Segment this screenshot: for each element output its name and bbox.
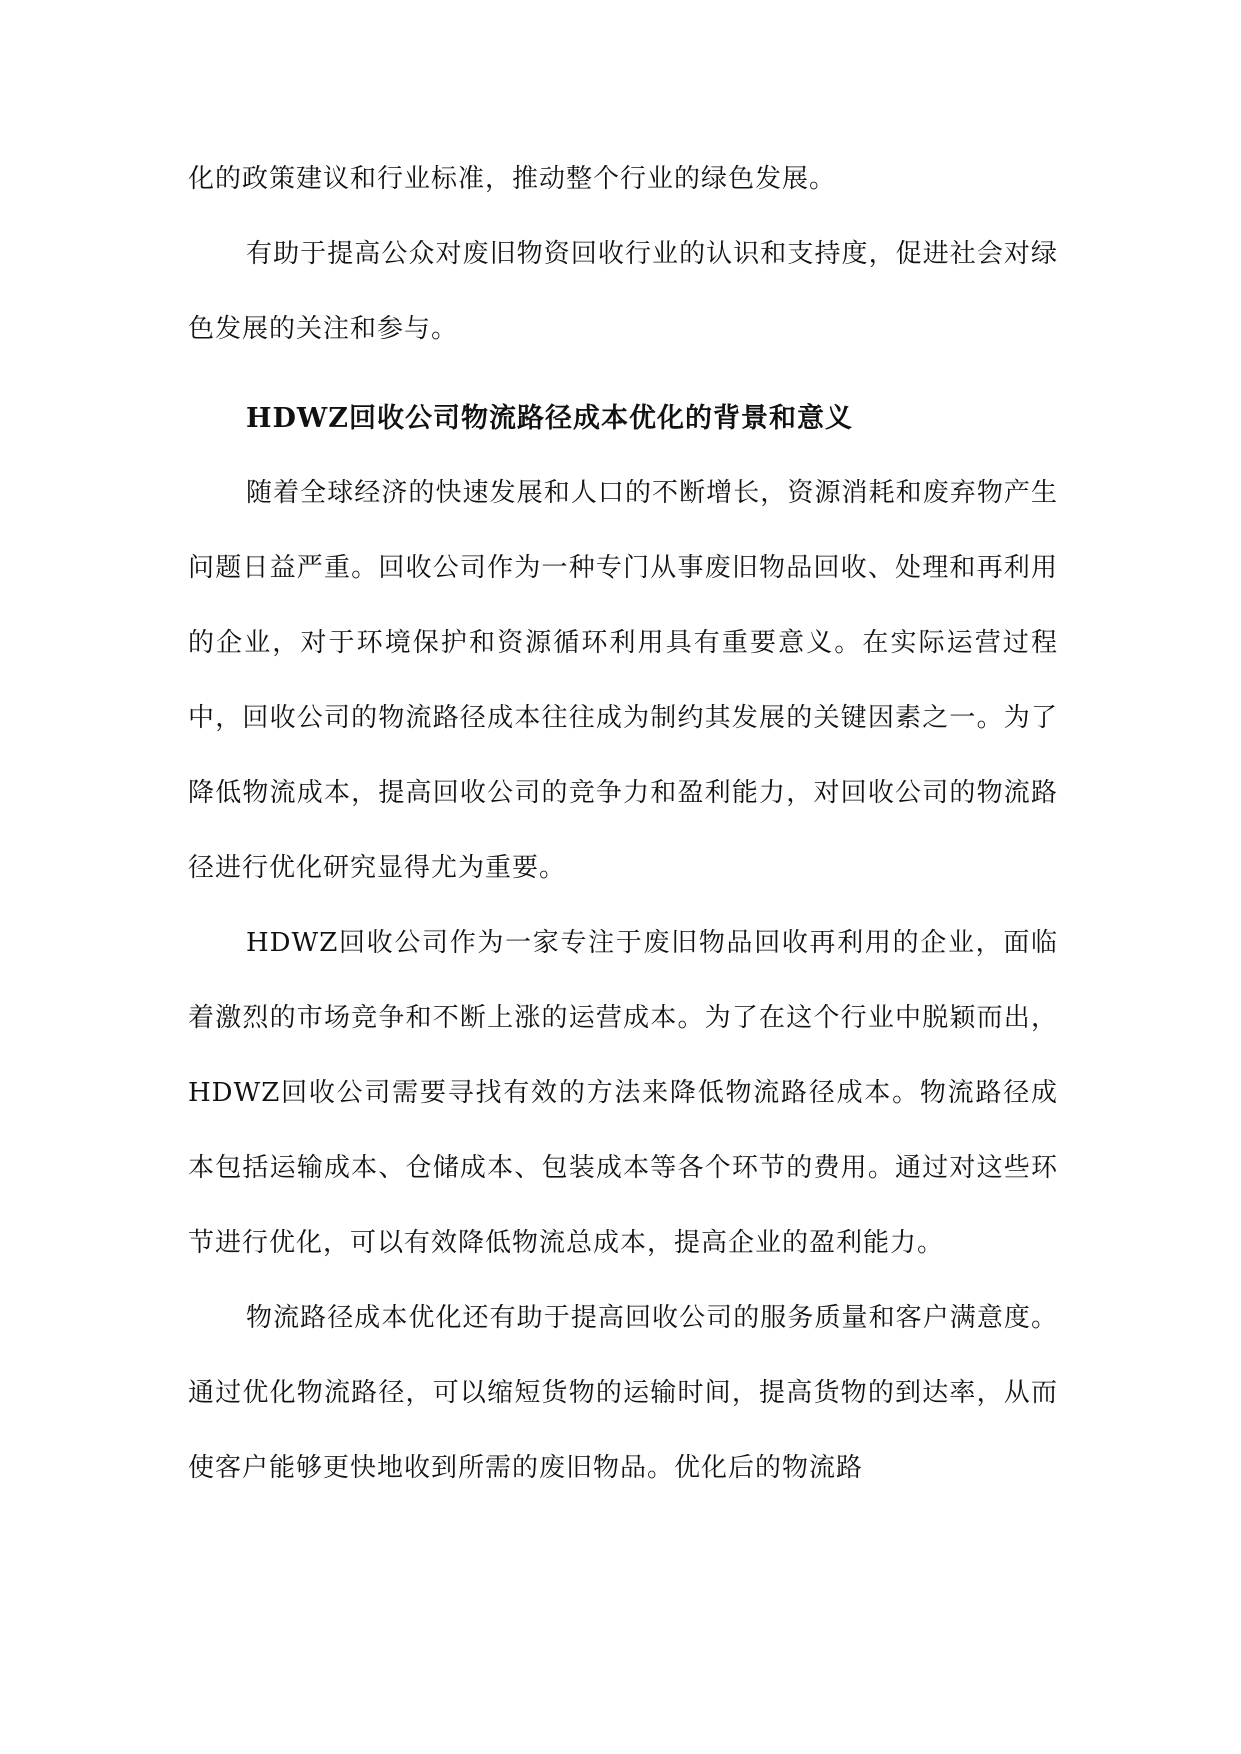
paragraph-public-awareness: 有助于提高公众对废旧物资回收行业的认识和支持度，促进社会对绿色发展的关注和参与。 — [188, 239, 1058, 344]
paragraph-service-quality: 物流路径成本优化还有助于提高回收公司的服务质量和客户满意度。通过优化物流路径，可以缩短货物的运输时间，提高货物的到达率，从而使客户能够更快地收到所需的废旧物品。优化后的物流路 — [188, 1303, 1058, 1483]
paragraph-background: 随着全球经济的快速发展和人口的不断增长，资源消耗和废弃物产生问题日益严重。回收公司作为一种专门从事废旧物品回收、处理和再利用的企业，对于环境保护和资源循环利用具有重要意义。在实际运营过程中，回收公司的物流路径成本往往成为制约其发展的关键因素之一。为了降低物流成本，提高回收公司的竞争力和盈利能力，对回收公司的物流路径进行优化研究显得尤为重要。 — [188, 478, 1058, 883]
section-heading: HDWZ回收公司物流路径成本优化的背景和意义 — [246, 403, 853, 434]
document-body — [188, 142, 1058, 1506]
paragraph-hdwz-company: HDWZ回收公司作为一家专注于废旧物品回收再利用的企业，面临着激烈的市场竞争和不断上涨的运营成本。为了在这个行业中脱颖而出，HDWZ回收公司需要寻找有效的方法来降低物流路径成本。物流路径成本包括运输成本、仓储成本、包装成本等各个环节的费用。通过对这些环节进行优化，可以有效降低物流总成本，提高企业的盈利能力。 — [188, 928, 1058, 1258]
paragraph-continuation: 化的政策建议和行业标准，推动整个行业的绿色发展。 — [188, 164, 837, 194]
